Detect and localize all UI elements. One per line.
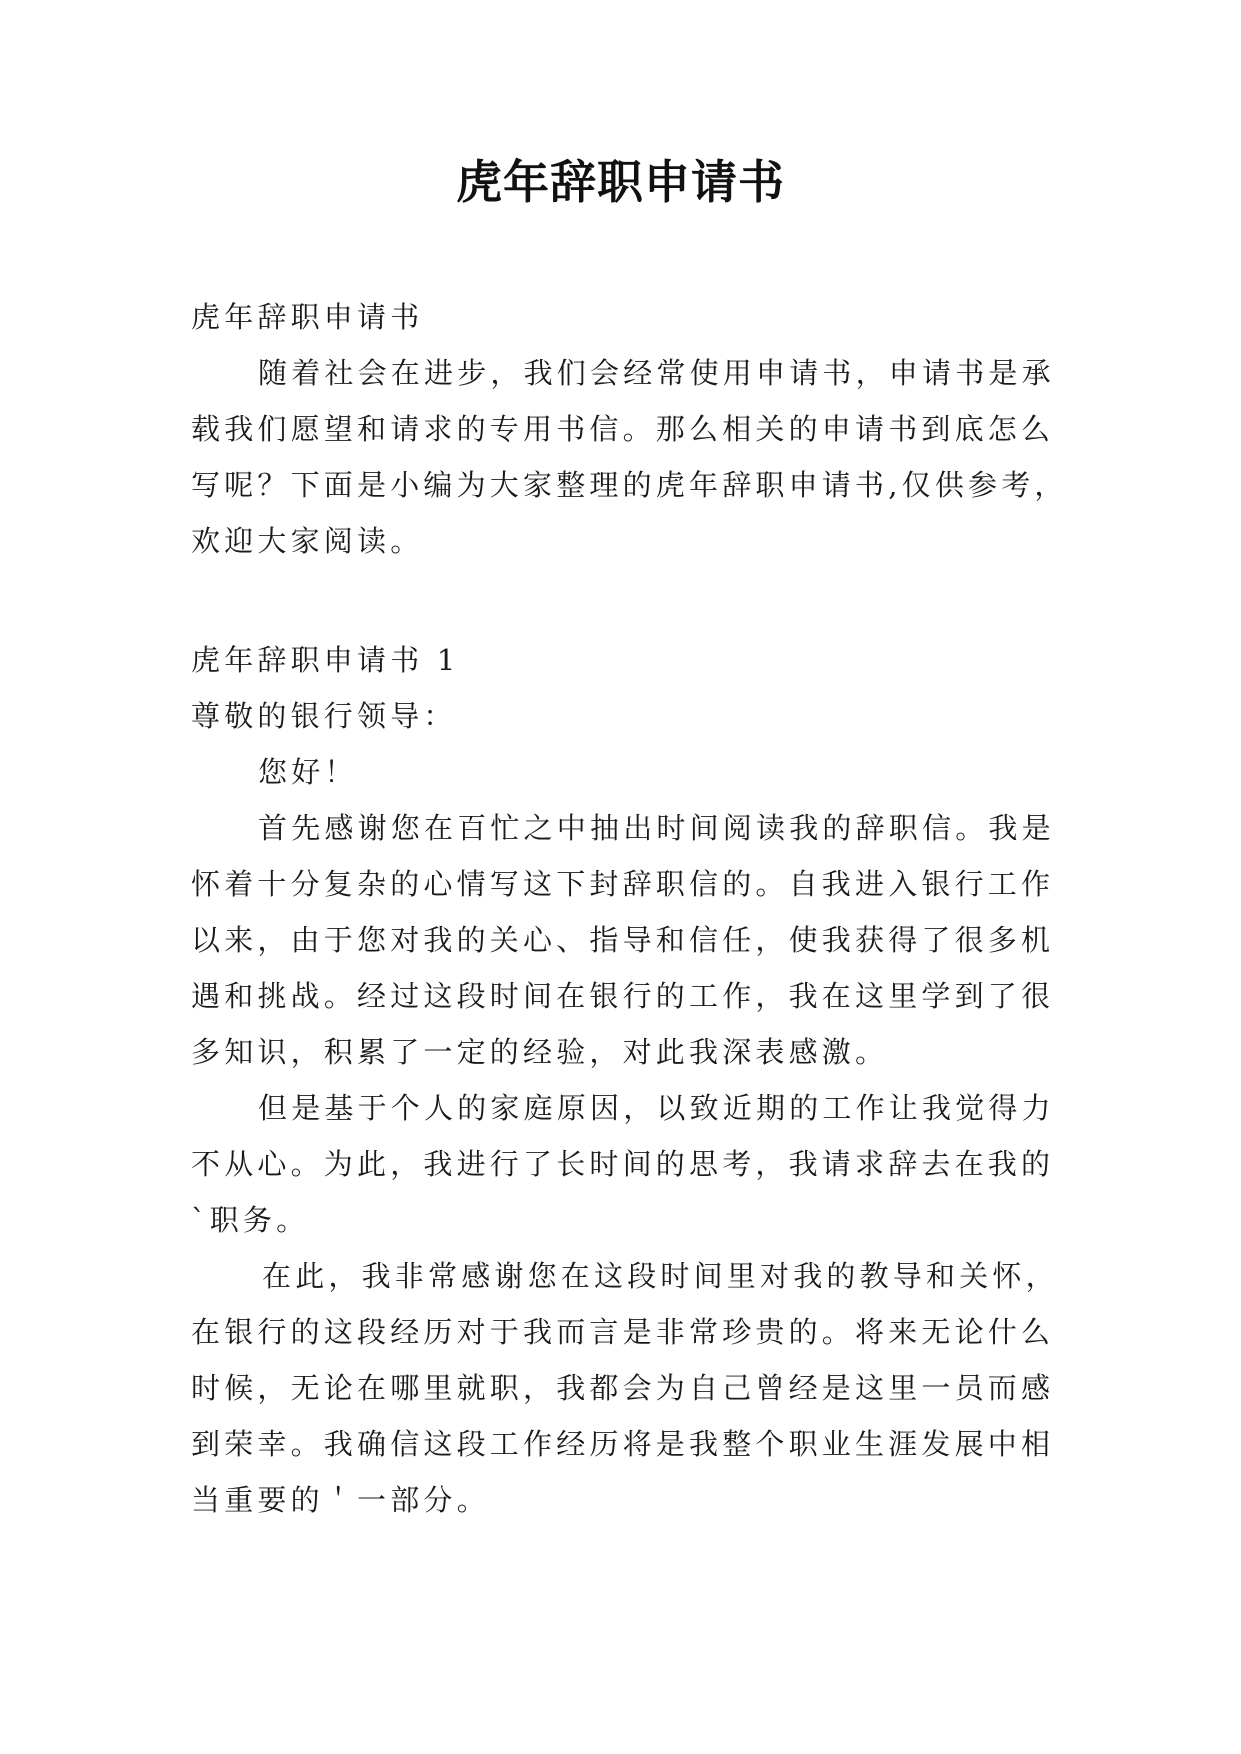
- body-line: 怀着十分复杂的心情写这下封辞职信的。自我进入银行工作: [191, 867, 1055, 901]
- intro-line: 载我们愿望和请求的专用书信。那么相关的申请书到底怎么: [191, 412, 1055, 446]
- intro-line: 欢迎大家阅读。: [191, 524, 424, 558]
- body-line: 在此，我非常感谢您在这段时间里对我的教导和关怀，: [262, 1259, 1059, 1293]
- body-line: 在银行的这段经历对于我而言是非常珍贵的。将来无论什么: [191, 1315, 1055, 1349]
- body-line: 以来，由于您对我的关心、指导和信任，使我获得了很多机: [191, 923, 1055, 957]
- body-line: 当重要的＇一部分。: [191, 1483, 490, 1517]
- body-line: 但是基于个人的家庭原因，以致近期的工作让我觉得力: [258, 1091, 1055, 1125]
- greeting: 您好！: [258, 755, 358, 789]
- subheading: 虎年辞职申请书: [191, 300, 424, 334]
- intro-line: 写呢？下面是小编为大家整理的虎年辞职申请书,仅供参考，: [191, 468, 1068, 502]
- salutation: 尊敬的银行领导：: [191, 699, 457, 733]
- body-line: 不从心。为此，我进行了长时间的思考，我请求辞去在我的: [191, 1147, 1055, 1181]
- body-line: `职务。: [191, 1203, 310, 1237]
- document-title: 虎年辞职申请书: [456, 155, 785, 209]
- body-line: 遇和挑战。经过这段时间在银行的工作，我在这里学到了很: [191, 979, 1055, 1013]
- intro-line: 随着社会在进步，我们会经常使用申请书，申请书是承: [258, 356, 1055, 390]
- body-line: 到荣幸。我确信这段工作经历将是我整个职业生涯发展中相: [191, 1427, 1055, 1461]
- body-line: 多知识，积累了一定的经验，对此我深表感激。: [191, 1035, 889, 1069]
- section-heading: 虎年辞职申请书 1: [191, 643, 460, 677]
- body-line: 时候，无论在哪里就职，我都会为自己曾经是这里一员而感: [191, 1371, 1055, 1405]
- body-line: 首先感谢您在百忙之中抽出时间阅读我的辞职信。我是: [258, 811, 1055, 845]
